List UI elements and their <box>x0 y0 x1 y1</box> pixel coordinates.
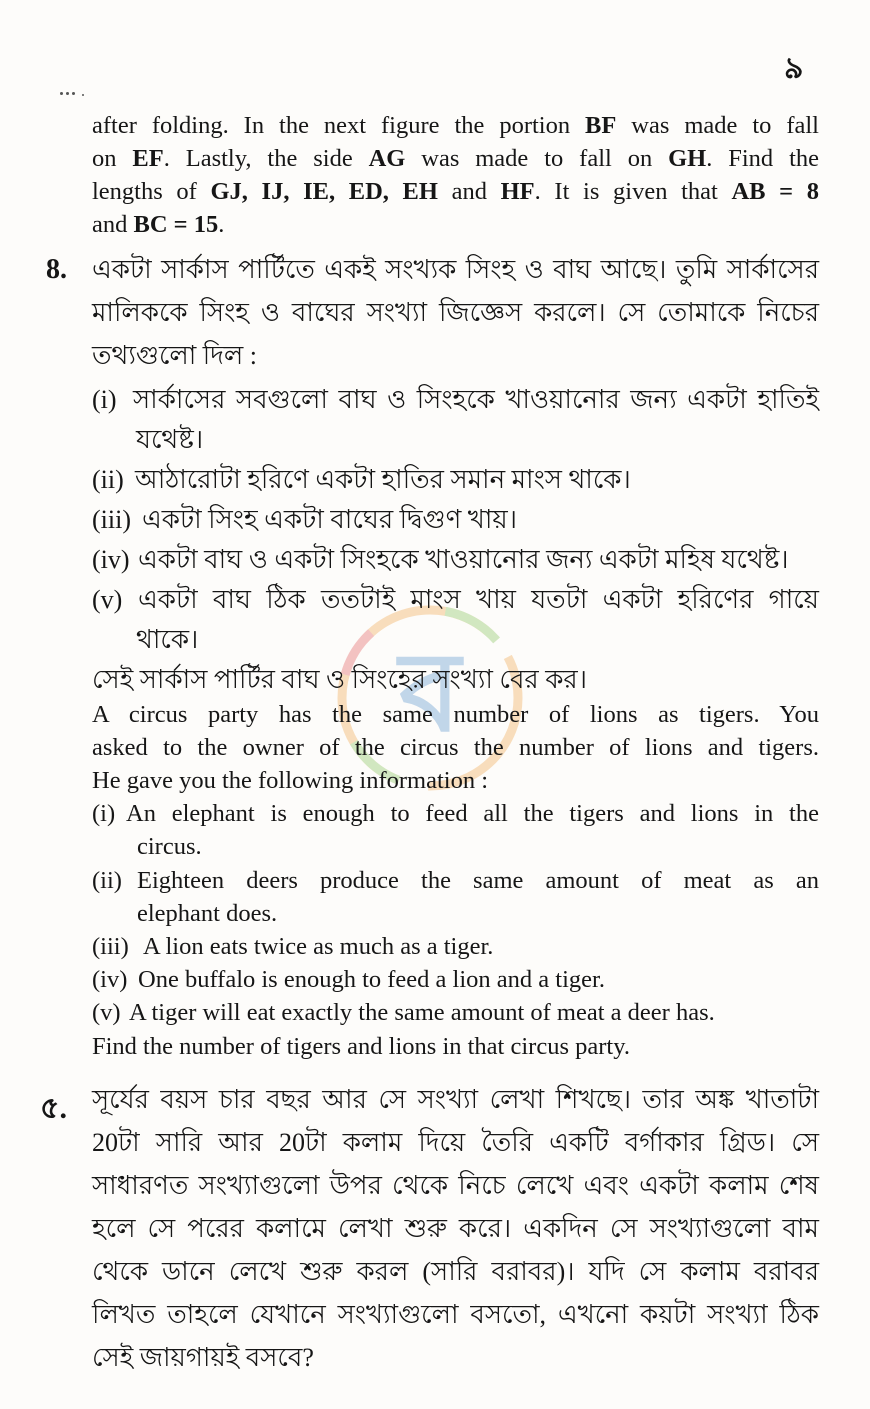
q7-line-4: and BC = 15. <box>92 211 225 238</box>
watermark-glyph: ব <box>399 628 461 756</box>
q8-bn-question: সেই সার্কাস পার্টির বাঘ ও সিংহের সংখ্যা বের কর। <box>92 665 588 694</box>
q8-en-item-5: A tiger will eat exactly the same amount of meat a deer has. <box>129 999 715 1026</box>
q8-bn-intro-1: একটা সার্কাস পার্টিতে একই সংখ্যক সিংহ ও বাঘ আছে। তুমি সার্কাসের <box>92 255 819 284</box>
q8-bn-item-4-number: (iv) <box>92 545 130 574</box>
q7-line-1: after folding. In the next figure the portion BF was made to fall <box>92 112 819 139</box>
q8-bn-item-2: আঠারোটা হরিণে একটা হাতির সমান মাংস থাকে। <box>135 465 631 494</box>
q8-bn-item-2-number: (ii) <box>92 465 124 494</box>
q8-en-item-3: A lion eats twice as much as a tiger. <box>143 933 494 960</box>
q8-en-item-2-line-2: elephant does. <box>137 900 278 927</box>
question-number-5: ৫. <box>40 1092 67 1125</box>
q5-line-3: সাধারণত সংখ্যাগুলো উপর থেকে নিচে লেখে এবং একটা কলাম শেষ <box>92 1171 819 1200</box>
q8-bn-item-1-line-2: যথেষ্ট। <box>136 425 204 454</box>
q8-en-item-3-number: (iii) <box>92 933 129 960</box>
q8-en-item-1-line-2: circus. <box>137 833 202 860</box>
q8-bn-item-1-number: (i) <box>92 385 117 414</box>
q5-line-6: লিখত তাহলে যেখানে সংখ্যাগুলো বসতো, এখনো কয়টা সংখ্যা ঠিক <box>92 1300 819 1329</box>
q8-bn-item-4: একটা বাঘ ও একটা সিংহকে খাওয়ানোর জন্য একটা মহিষ যথেষ্ট। <box>138 545 789 574</box>
q5-line-2: 20টা সারি আর 20টা কলাম দিয়ে তৈরি একটি বর্গাকার গ্রিড। সে <box>92 1128 819 1157</box>
q8-en-item-4: One buffalo is enough to feed a lion and a tiger. <box>138 966 605 993</box>
page-number: ৯ <box>784 52 804 85</box>
q8-en-item-4-number: (iv) <box>92 966 128 993</box>
q8-bn-item-5-line-1: একটা বাঘ ঠিক ততটাই মাংস খায় যতটা একটা হরিণের গায়ে <box>138 585 819 614</box>
q8-bn-item-3-number: (iii) <box>92 505 131 534</box>
scan-mark <box>60 92 86 95</box>
q5-line-4: হলে সে পরের কলামে লেখা শুরু করে। একদিন সে সংখ্যাগুলো বাম <box>92 1214 819 1243</box>
q8-en-item-2-number: (ii) <box>92 867 122 894</box>
q8-en-intro-2: asked to the owner of the circus the number of lions and tigers. <box>92 734 819 761</box>
question-number-8: 8. <box>46 254 67 285</box>
q7-line-2: on EF. Lastly, the side AG was made to fall on GH. Find the <box>92 145 819 172</box>
q8-en-question: Find the number of tigers and lions in that circus party. <box>92 1033 630 1060</box>
q8-bn-item-3: একটা সিংহ একটা বাঘের দ্বিগুণ খায়। <box>142 505 518 534</box>
q8-bn-intro-3: তথ্যগুলো দিল : <box>92 341 257 370</box>
q8-bn-item-1-line-1: সার্কাসের সবগুলো বাঘ ও সিংহকে খাওয়ানোর জন্য একটা হাতিই <box>133 385 819 414</box>
q8-bn-item-5-line-2: থাকে। <box>136 625 199 654</box>
q5-line-5: থেকে ডানে লেখে শুরু করল (সারি বরাবর)। যদি সে কলাম বরাবর <box>92 1257 819 1286</box>
q7-line-3: lengths of GJ, IJ, IE, ED, EH and HF. It is given that AB = 8 <box>92 178 820 205</box>
q8-bn-intro-2: মালিককে সিংহ ও বাঘের সংখ্যা জিজ্ঞেস করলে। সে তোমাকে নিচের <box>92 298 819 327</box>
q8-en-intro-1: A circus party has the same number of lions as tigers. You <box>92 701 819 728</box>
q8-en-item-2-line-1: Eighteen deers produce the same amount of meat as an <box>137 867 819 894</box>
q8-en-item-5-number: (v) <box>92 999 121 1026</box>
q8-en-intro-3: He gave you the following information : <box>92 767 488 794</box>
q5-line-1: সূর্যের বয়স চার বছর আর সে সংখ্যা লেখা শিখছে। তার অঙ্ক খাতাটা <box>92 1085 819 1114</box>
q5-line-7: সেই জায়গায়ই বসবে? <box>92 1343 314 1372</box>
q8-bn-item-5-number: (v) <box>92 585 123 614</box>
q8-en-item-1-line-1: An elephant is enough to feed all the tigers and lions in the <box>126 800 819 827</box>
q8-en-item-1-number: (i) <box>92 800 116 827</box>
